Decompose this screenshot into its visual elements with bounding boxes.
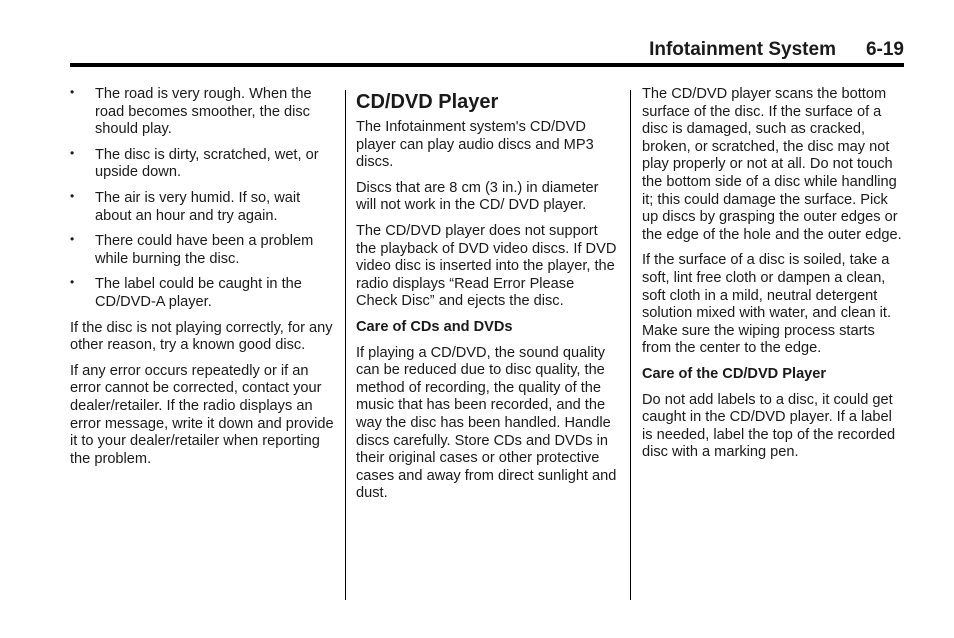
bullet-icon: • <box>70 85 75 99</box>
list-item <box>70 190 336 225</box>
bullet-icon: • <box>70 145 75 160</box>
list-item <box>70 147 336 182</box>
bullet-list <box>70 86 336 312</box>
paragraph-8cm-discs: Discs that are 8 cm (3 in.) in diameter will not work in the CD/ DVD player. <box>356 179 599 214</box>
paragraph-sound-quality: If playing a CD/DVD, the sound quality can be reduced due to disc quality, the method of recording, the quality of the music that has been recorded, and the way the disc has been handled. Handle discs carefully. Store CDs and DVDs in their original cases or other protective cases and away from direct sunlight and dust. <box>356 344 617 502</box>
paragraph-dvd-video: The CD/DVD player does not support the playback of DVD video discs. If DVD video disc is inserted into the player, the radio displays “Read Error Please Check Disc” and ejects the disc. <box>356 222 617 310</box>
list-item <box>70 86 336 139</box>
column-divider-2 <box>630 90 631 600</box>
header-rule <box>70 63 904 67</box>
list-item-text: The road is very rough. When the road becomes smoother, the disc should play. <box>95 86 312 138</box>
list-item-text: The disc is dirty, scratched, wet, or upside down. <box>95 146 319 181</box>
paragraph-try-known-disc: If the disc is not playing correctly, for any other reason, try a known good disc. <box>70 319 333 354</box>
column-middle <box>356 86 618 511</box>
paragraph-error-repeated: If any error occurs repeatedly or if an error cannot be corrected, contact your dealer/retailer. If the radio displays an error message, write it down and provide it to your dealer/retailer when reporting the problem. <box>70 362 334 467</box>
column-left <box>70 86 336 476</box>
paragraph-labels: Do not add labels to a disc, it could get caught in the CD/DVD player. If a label is needed, label the top of the recorded disc with a marking pen. <box>642 391 896 461</box>
list-item-text: The label could be caught in the CD/DVD-A player. <box>95 276 302 310</box>
column-divider-1 <box>345 90 346 600</box>
subheading-care-of-player: Care of the CD/DVD Player <box>642 365 827 382</box>
column-right <box>642 86 906 470</box>
page-number: 6-19 <box>865 39 904 60</box>
bullet-icon: • <box>70 232 75 247</box>
paragraph-supported-discs: The Infotainment system's CD/DVD player can play audio discs and MP3 discs. <box>356 119 594 171</box>
bullet-icon: • <box>70 188 75 203</box>
list-item <box>70 276 336 311</box>
list-item-text: There could have been a problem while burning the disc. <box>95 233 314 267</box>
bullet-icon: • <box>70 275 75 290</box>
list-item-text: The air is very humid. If so, wait about an hour and try again. <box>95 189 301 224</box>
section-title: Infotainment System <box>649 39 836 60</box>
section-heading: CD/DVD Player <box>356 91 499 113</box>
list-item <box>70 233 336 268</box>
paragraph-scans-bottom: The CD/DVD player scans the bottom surface of the disc. If the surface of a disc is damaged, such as cracked, broken, or scratched, the disc may not play properly or not at all. Do not touch the bottom side of a disc while handling it; this could damage the surface. Pick up discs by grasping the outer edges or the edge of the hole and the outer edge. <box>642 86 902 243</box>
subheading-care-of-discs: Care of CDs and DVDs <box>356 318 513 335</box>
page-header <box>70 37 904 65</box>
paragraph-cleaning: If the surface of a disc is soiled, take a soft, lint free cloth or dampen a clean, soft cloth in a mild, neutral detergent solution mixed with water, and clean it. Make sure the wiping process starts from the center to the edge. <box>642 252 892 357</box>
